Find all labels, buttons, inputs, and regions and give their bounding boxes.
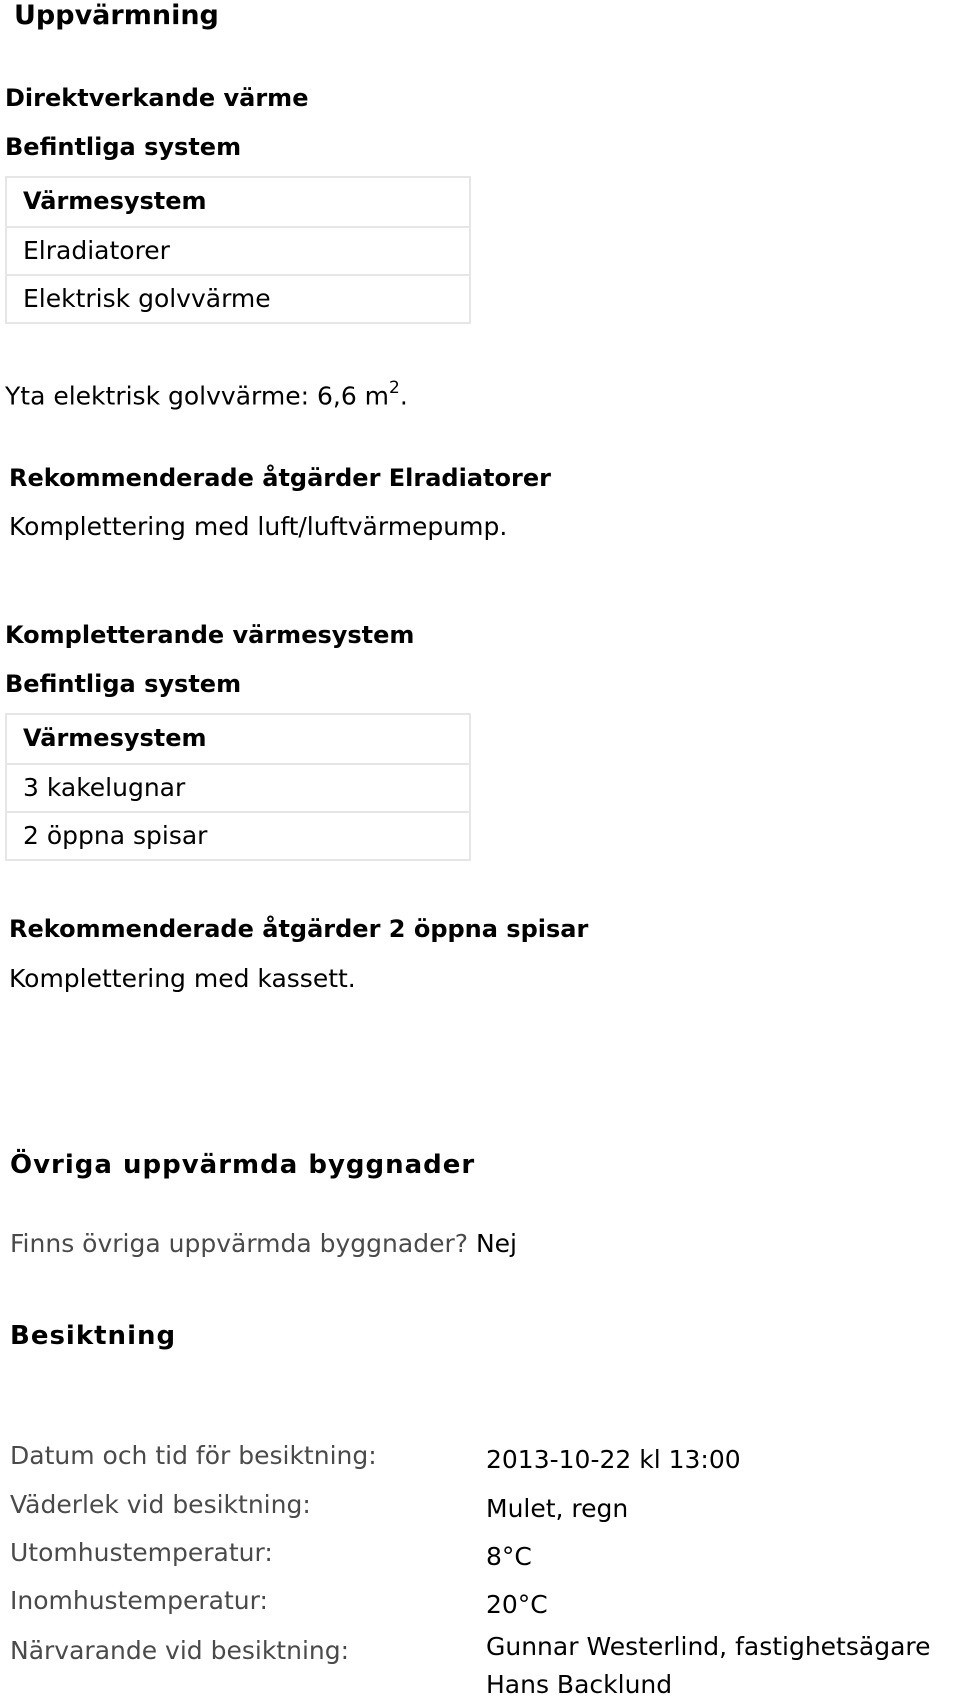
direct-heating-heading: Direktverkande värme (5, 84, 309, 112)
outdoor-temp-label: Utomhustemperatur: (10, 1538, 273, 1567)
floor-heating-area: Yta elektrisk golvvärme: 6,6 $m^2$. (5, 378, 408, 411)
other-buildings-answer: Nej (475, 1229, 517, 1258)
indoor-temp-value: 20°C (486, 1590, 548, 1619)
present-value-2: Hans Backlund (486, 1670, 673, 1699)
table-row: 2 öppna spisar (7, 811, 469, 859)
table-header: Värmesystem (23, 187, 207, 215)
table-header: Värmesystem (23, 724, 207, 752)
table-row: Elradiatorer (7, 226, 469, 274)
outdoor-temp-value: 8°C (486, 1542, 532, 1571)
present-label: Närvarande vid besiktning: (10, 1636, 350, 1665)
direct-existing-label: Befintliga system (5, 133, 242, 161)
weather-value: Mulet, regn (486, 1494, 629, 1523)
direct-recommendation-text: Komplettering med luft/luftvärmepump. (9, 512, 508, 541)
direct-recommendation-heading: Rekommenderade åtgärder Elradiatorer (9, 464, 551, 492)
direct-heating-table (5, 176, 471, 324)
complementary-recommendation-text: Komplettering med kassett. (9, 964, 356, 993)
inspection-heading: Besiktning (10, 1321, 177, 1351)
inspection-date-value: 2013-10-22 kl 13:00 (486, 1445, 741, 1474)
table-row: Elektrisk golvvärme (7, 274, 469, 322)
table-row: 3 kakelugnar (7, 763, 469, 811)
complementary-heating-heading: Kompletterande värmesystem (5, 621, 415, 649)
other-buildings-question: Finns övriga uppvärmda byggnader? Nej (10, 1229, 517, 1258)
other-buildings-heading: Övriga uppvärmda byggnader (10, 1150, 476, 1180)
inspection-date-label: Datum och tid för besiktning: (10, 1441, 377, 1470)
indoor-temp-label: Inomhustemperatur: (10, 1586, 268, 1615)
present-value-1: Gunnar Westerlind, fastighetsägare (486, 1632, 931, 1661)
weather-label: Väderlek vid besiktning: (10, 1490, 311, 1519)
complementary-heating-table (5, 713, 471, 861)
page-title: Uppvärmning (14, 0, 219, 31)
complementary-existing-label: Befintliga system (5, 670, 242, 698)
complementary-recommendation-heading: Rekommenderade åtgärder 2 öppna spisar (9, 915, 589, 943)
